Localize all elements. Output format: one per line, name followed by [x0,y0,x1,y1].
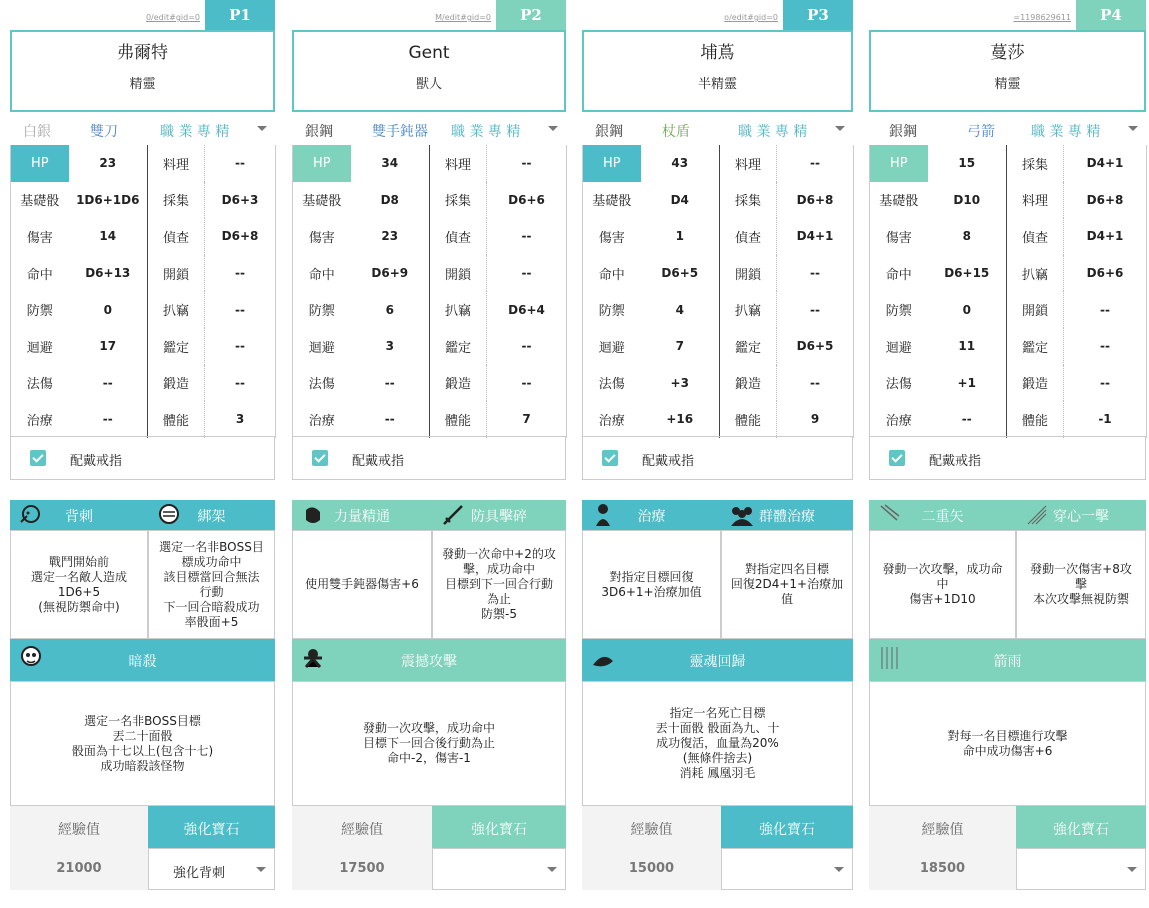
skill-value: -- [487,145,567,182]
ring-checkbox[interactable] [312,450,328,466]
skill-label: 開鎖 [1007,291,1064,328]
skill-label: 開鎖 [720,255,777,292]
skill-label: 偵查 [430,218,487,255]
stat-row [583,182,854,219]
skill-value: D4+1 [777,218,854,255]
stat-label: 治療 [598,413,625,429]
stat-label: 傷害 [26,230,53,246]
skill-value: D6+6 [487,182,567,219]
skill-label: 開鎖 [430,255,487,292]
skill-label: 鑑定 [720,328,777,365]
xp-value [869,848,1016,890]
character-sheet-1 [10,0,275,908]
metal-type: 銀鋼 [595,124,623,140]
skill-label: 料理 [1007,182,1064,219]
stat-value: -- [384,375,395,390]
stat-value: D6+9 [371,266,409,281]
skill-value: -- [205,145,276,182]
metal-type: 銀鋼 [305,124,333,140]
xp-label [292,806,432,848]
stat-value: 3 [385,339,394,354]
stat-value: D6+13 [85,266,131,281]
xp-label-text: 經驗值 [921,822,964,838]
stat-value: 8 [962,229,971,244]
weapon-type: 弓箭 [967,124,995,140]
stat-value: D6+15 [944,266,990,281]
gem-select-value: 強化背刺 [173,866,226,881]
skill-description: 發動一次命中+2的攻 擊，成功命中 目標到下一回合行動 為止 防禦-5 [432,530,566,639]
skill-label: 體能 [430,401,487,438]
skill-label: 扒竊 [430,291,487,328]
stats-table [10,145,276,438]
gem-label [432,806,566,848]
stat-row [583,145,854,182]
stat-value: 1D6+1D6 [76,192,140,207]
skill-name: 震撼攻擊 [401,654,457,670]
stat-value: 0 [962,302,971,317]
stat-row [583,218,854,255]
stat-label: 迴避 [598,340,625,356]
stat-label: 治療 [308,413,335,429]
skill-name: 穿心一擊 [1053,509,1109,525]
stat-label: 法傷 [26,377,53,393]
gem-label-text: 強化寶石 [759,822,815,838]
skill-value: D6+3 [205,182,276,219]
stat-label: 防禦 [308,304,335,320]
stat-row [870,365,1147,402]
weapon-type: 杖盾 [662,124,690,140]
stat-label: 基礎骰 [592,194,632,210]
xp-label-text: 經驗值 [630,822,673,838]
stat-row [293,291,567,328]
gem-label-text: 強化寶石 [471,822,527,838]
skill-description: 選定一名非BOSS目 標成功命中 該目標當回合無法 行動 下一回合暗殺成功 率骰面+5 [148,530,275,639]
stat-label: HP [870,145,928,182]
weapon-type: 雙刀 [90,124,118,140]
skill-label: 料理 [148,145,205,182]
skill-label: 鍛造 [720,365,777,402]
xp-value [292,848,432,890]
stat-value: 11 [958,339,976,354]
stat-value: +16 [666,412,694,427]
stat-label: 防禦 [26,304,53,320]
stat-label: 防禦 [598,304,625,320]
stat-label: 防禦 [885,304,912,320]
ring-checkbox[interactable] [602,450,618,466]
stat-value: -- [384,412,395,427]
skill-label: 採集 [430,182,487,219]
stat-label: 法傷 [885,377,912,393]
xp-label-text: 經驗值 [341,822,383,838]
stat-value: 1 [675,229,684,244]
skill-description: 使用雙手鈍器傷害+6 [292,530,432,639]
skill-name: 二重矢 [921,509,964,525]
stat-label: 基礎骰 [20,194,60,210]
skill-label: 鑑定 [1007,328,1064,365]
skill-label: 扒竊 [1007,255,1064,292]
stat-row [293,145,567,182]
stat-row [583,401,854,438]
skill-value: -- [205,365,276,402]
stat-row [293,328,567,365]
player-tag: P1 [205,0,275,30]
xp-value-text: 15000 [628,861,675,876]
skill-description: 選定一名非BOSS目標 丟二十面骰 骰面為十七以上(包含十七) 成功暗殺該怪物 [10,681,275,806]
skill-label: 料理 [720,145,777,182]
stat-value: -- [102,375,113,390]
stats-table [582,145,854,438]
job-specialty-select[interactable]: 職 業 專 精 [1031,124,1101,140]
stat-label: 治療 [885,413,912,429]
job-specialty-select[interactable]: 職 業 專 精 [738,124,808,140]
stat-row [11,401,276,438]
stat-row [11,291,276,328]
gem-label [721,806,853,848]
stat-label: 傷害 [598,230,625,246]
skill-header [432,500,566,530]
job-specialty-select[interactable]: 職 業 專 精 [160,124,230,140]
stat-value: 0 [103,302,112,317]
skill-name: 箭雨 [993,654,1022,670]
xp-value-text: 18500 [919,861,966,876]
gem-select[interactable] [148,848,275,890]
skill-header [292,500,432,530]
ring-checkbox-row[interactable] [10,436,275,480]
skill-header [292,639,566,681]
skill-header [10,500,148,530]
xp-value [10,848,148,890]
skill-label: 採集 [1007,145,1064,182]
ring-label: 配戴戒指 [70,454,123,469]
stat-row [293,218,567,255]
ring-checkbox-row[interactable] [869,436,1146,480]
stat-row [293,401,567,438]
stat-row [870,401,1147,438]
skill-value: -- [205,291,276,328]
skill-value: -- [487,365,567,402]
character-name: 弗爾特 [117,43,168,63]
sheet-link[interactable]: =1198629611 [1013,13,1071,22]
gem-label-text: 強化寶石 [1053,822,1109,838]
chevron-down-icon [548,126,558,131]
skill-name: 背刺 [65,509,93,525]
stat-value: 23 [99,156,117,171]
gem-select[interactable] [432,848,566,890]
skill-header [582,500,721,530]
skill-header [721,500,853,530]
stat-label: HP [583,145,641,182]
skill-label: 扒竊 [720,291,777,328]
gem-label [148,806,275,848]
stat-row [11,182,276,219]
stat-row [583,328,854,365]
stat-label: 基礎骰 [302,194,342,210]
chevron-down-icon [1128,126,1138,131]
skill-description: 發動一次傷害+8攻 擊 本次攻擊無視防禦 [1016,530,1146,639]
character-name-box [292,30,566,112]
stat-label: 傷害 [308,230,335,246]
xp-value-text: 17500 [339,861,385,876]
skill-label: 鑑定 [148,328,205,365]
skill-label: 開鎖 [148,255,205,292]
stat-value: 4 [675,302,684,317]
stat-row [293,365,567,402]
stat-row [583,365,854,402]
gem-select[interactable] [721,848,853,890]
equipment-row[interactable] [10,115,275,145]
stat-row [870,328,1147,365]
stat-row [11,145,276,182]
stat-value: 43 [671,156,689,171]
skill-value: -- [1064,291,1147,328]
stat-row [11,218,276,255]
skill-label: 偵查 [720,218,777,255]
skill-value: D6+6 [1064,255,1147,292]
skill-label: 料理 [430,145,487,182]
stat-label: 迴避 [26,340,53,356]
chevron-down-icon [547,867,557,872]
stat-label: 命中 [26,267,53,283]
stat-row [583,291,854,328]
skill-value: -- [487,255,567,292]
skill-value: -- [205,255,276,292]
equipment-row[interactable] [582,115,853,145]
skill-value: D6+8 [205,218,276,255]
xp-label [10,806,148,848]
stat-row [11,328,276,365]
sheet-link[interactable]: 0/edit#gid=0 [145,13,200,22]
stat-label: 法傷 [598,377,625,393]
skill-label: 鍛造 [148,365,205,402]
stat-value: +3 [670,375,689,390]
stat-label: HP [293,145,351,182]
gem-select[interactable] [1016,848,1146,890]
metal-type: 白銀 [23,124,51,140]
stat-label: 法傷 [308,377,335,393]
stat-value: D6+5 [661,266,699,281]
skill-header [869,639,1146,681]
skill-value: -- [1064,365,1147,402]
character-sheet-3 [582,0,853,908]
xp-label [869,806,1016,848]
skill-value: D6+5 [777,328,854,365]
skill-name: 綁架 [197,509,226,525]
skill-value: -- [205,328,276,365]
skill-value: -- [777,145,854,182]
skill-value: -- [777,291,854,328]
skill-name: 防具擊碎 [471,509,527,525]
weapon-type: 雙手鈍器 [372,124,428,140]
xp-label [582,806,721,848]
character-race: 精靈 [994,77,1021,92]
stat-label: 傷害 [885,230,912,246]
player-tag: P2 [496,0,566,30]
character-name-box [582,30,853,112]
skill-value: D4+1 [1064,218,1147,255]
stat-label: 命中 [598,267,625,283]
stats-table [292,145,567,438]
ring-checkbox[interactable] [30,450,46,466]
stat-row [293,255,567,292]
stat-label: 基礎骰 [879,194,919,210]
chevron-down-icon [834,867,844,872]
stat-value: 23 [381,229,399,244]
sheet-link[interactable]: o/edit#gid=0 [724,13,778,22]
skill-header [10,639,275,681]
skill-value: D6+4 [487,291,567,328]
stat-value: 15 [958,156,976,171]
stats-table [869,145,1147,438]
stat-row [11,255,276,292]
skill-header [582,639,853,681]
character-name-box [869,30,1146,112]
stat-value: 7 [675,339,684,354]
character-name-box [10,30,275,112]
character-race: 獸人 [415,77,442,92]
xp-label-text: 經驗值 [58,822,100,838]
skill-header [1016,500,1146,530]
skill-name: 群體治療 [759,509,815,525]
character-sheet-2 [292,0,566,908]
character-race: 精靈 [129,77,156,92]
skill-value: -- [487,328,567,365]
stat-row [870,182,1147,219]
skill-label: 體能 [1007,401,1064,438]
skill-label: 採集 [720,182,777,219]
skill-name: 治療 [637,509,666,525]
stat-row [293,182,567,219]
stat-value: D4 [670,192,689,207]
ring-label: 配戴戒指 [929,454,982,469]
skill-value: D6+8 [777,182,854,219]
ring-label: 配戴戒指 [352,454,405,469]
skill-name: 暗殺 [128,654,157,670]
stat-label: 治療 [26,413,53,429]
skill-label: 體能 [148,401,205,438]
stat-row [870,218,1147,255]
stat-label: 迴避 [885,340,912,356]
stat-value: +1 [957,375,976,390]
stat-value: -- [102,412,113,427]
stat-label: 迴避 [308,340,335,356]
skill-label: 鑑定 [430,328,487,365]
skill-description: 對指定四名目標 回復2D4+1+治療加 值 [721,530,853,639]
skill-label: 體能 [720,401,777,438]
gem-label-text: 強化寶石 [183,822,240,838]
stat-row [870,291,1147,328]
stat-value: -- [961,412,972,427]
skill-description: 對指定目標回復 3D6+1+治療加值 [582,530,721,639]
stat-row [11,365,276,402]
skill-name: 靈魂回歸 [689,654,746,670]
skill-name: 力量精通 [334,509,390,525]
character-name: Gent [408,43,450,63]
stat-row [870,145,1147,182]
equipment-row[interactable] [869,115,1146,145]
stat-row [870,255,1147,292]
skill-description: 發動一次攻擊，成功命中 目標下一回合後行動為止 命中-2，傷害-1 [292,681,566,806]
stat-value: D10 [953,192,981,207]
ring-checkbox-row[interactable] [292,436,566,480]
chevron-down-icon [1127,867,1137,872]
stat-value: 17 [99,339,117,354]
skill-label: 偵查 [1007,218,1064,255]
stat-row [583,255,854,292]
stat-label: 命中 [885,267,912,283]
stat-label: HP [11,145,69,182]
player-tag: P3 [783,0,853,30]
xp-value-text: 21000 [56,861,102,876]
stat-value: 14 [99,229,117,244]
skill-label: 偵查 [148,218,205,255]
xp-value [582,848,721,890]
gem-label [1016,806,1146,848]
ring-checkbox[interactable] [889,450,905,466]
skill-description: 發動一次攻擊，成功命 中 傷害+1D10 [869,530,1016,639]
skill-value: D6+8 [1064,182,1147,219]
skill-value: 9 [777,401,854,438]
skill-value: -- [1064,328,1147,365]
skill-value: -- [777,365,854,402]
metal-type: 銀鋼 [889,124,917,140]
skill-header [148,500,275,530]
character-race: 半精靈 [697,77,737,92]
ring-checkbox-row[interactable] [582,436,853,480]
skill-value: -- [777,255,854,292]
character-sheet-4 [869,0,1146,908]
equipment-row[interactable] [292,115,566,145]
skill-label: 鍛造 [1007,365,1064,402]
sheet-link[interactable]: M/edit#gid=0 [435,13,491,22]
skill-description: 指定一名死亡目標 丟十面骰 骰面為九、十 成功復活，血量為20% (無條件捨去) 消耗 鳳凰羽毛 [582,681,853,806]
chevron-down-icon [835,126,845,131]
job-specialty-select[interactable]: 職 業 專 精 [451,124,521,140]
skill-label: 採集 [148,182,205,219]
character-name: 埔蔦 [700,43,735,63]
skill-header [869,500,1016,530]
skill-value: -- [487,218,567,255]
player-tag: P4 [1076,0,1146,30]
skill-description: 戰鬥開始前 選定一名敵人造成 1D6+5 (無視防禦命中) [10,530,148,639]
skill-label: 扒竊 [148,291,205,328]
skill-description: 對每一名目標進行攻擊 命中成功傷害+6 [869,681,1146,806]
stat-value: 6 [385,302,394,317]
chevron-down-icon [256,867,266,872]
stat-label: 命中 [308,267,335,283]
stat-value: 34 [381,156,399,171]
ring-label: 配戴戒指 [642,454,695,469]
skill-value: 3 [205,401,276,438]
skill-value: D4+1 [1064,145,1147,182]
character-name: 蔓莎 [990,43,1025,63]
skill-value: 7 [487,401,567,438]
chevron-down-icon [257,126,267,131]
skill-value: -1 [1064,401,1147,438]
skill-label: 鍛造 [430,365,487,402]
stat-value: D8 [380,192,399,207]
